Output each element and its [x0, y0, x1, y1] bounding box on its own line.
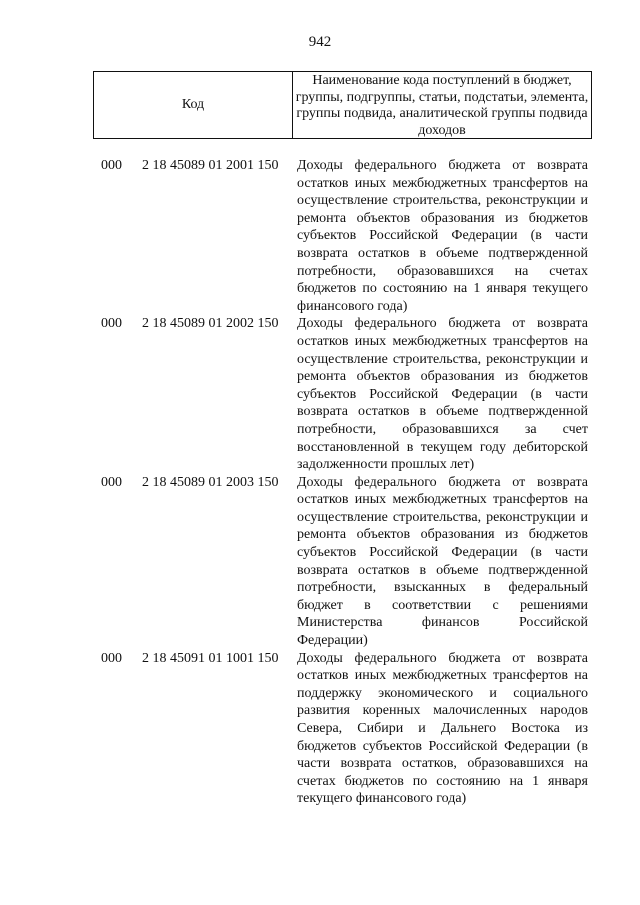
revenue-code: 2 18 45089 01 2002 150 — [142, 316, 279, 332]
admin-code: 000 — [101, 316, 122, 332]
admin-code: 000 — [101, 158, 122, 173]
revenue-code: 2 18 45089 01 2001 150 — [142, 158, 279, 173]
revenue-description: Доходы федерального бюджета от возврата остатков иных межбюджетных трансфертов на осуществление строительства, реконструкции и ремонта объектов образования из бюджетов субъектов Российской Федерации (в части возврата остатков в объеме подтвержденной потребности, образовавшихся за счет восстановленной в текущем году дебиторской задолженности прошлых лет) — [297, 316, 588, 473]
page-number: 942 — [308, 34, 332, 50]
revenue-description: Доходы федерального бюджета от возврата остатков иных межбюджетных трансфертов на поддержку экономического и социального развития коренных малочисленных народов Севера, Сибири и Дальнего Востока из бюджетов субъектов Российской Федерации (в части возврата остатков, образовавшихся на счетах бюджетов по состоянию на 1 января текущего финансового года) — [297, 650, 588, 807]
column-header-name: Наименование кода поступлений в бюджет, группы, подгруппы, статьи, подстатьи, элемента, группы подвида, аналитической группы подвида доходов — [295, 73, 589, 138]
column-header-code: Код — [94, 72, 293, 138]
table-row — [0, 474, 640, 650]
revenue-code: 2 18 45091 01 1001 150 — [142, 650, 279, 666]
admin-code: 000 — [101, 474, 122, 490]
revenue-description: Доходы федерального бюджета от возврата остатков иных межбюджетных трансфертов на осуществление строительства, реконструкции и ремонта объектов образования из бюджетов субъектов Российской Федерации (в части возврата остатков в объеме подтвержденной потребности, взысканных в федеральный бюджет в соответствии с решениями Министерства финансов Российской Федерации) — [297, 474, 588, 649]
table-header — [93, 71, 592, 139]
table-body — [0, 157, 640, 808]
table-row — [0, 157, 640, 315]
table-row — [0, 650, 640, 808]
admin-code: 000 — [101, 650, 122, 666]
revenue-description: Доходы федерального бюджета от возврата остатков иных межбюджетных трансфертов на осуществление строительства, реконструкции и ремонта объектов образования из бюджетов субъектов Российской Федерации (в части возврата остатков в объеме подтвержденной потребности, образовавшихся на счетах бюджетов по состоянию на 1 января текущего финансового года) — [297, 158, 588, 314]
revenue-code: 2 18 45089 01 2003 150 — [142, 474, 279, 490]
table-row — [0, 315, 640, 473]
